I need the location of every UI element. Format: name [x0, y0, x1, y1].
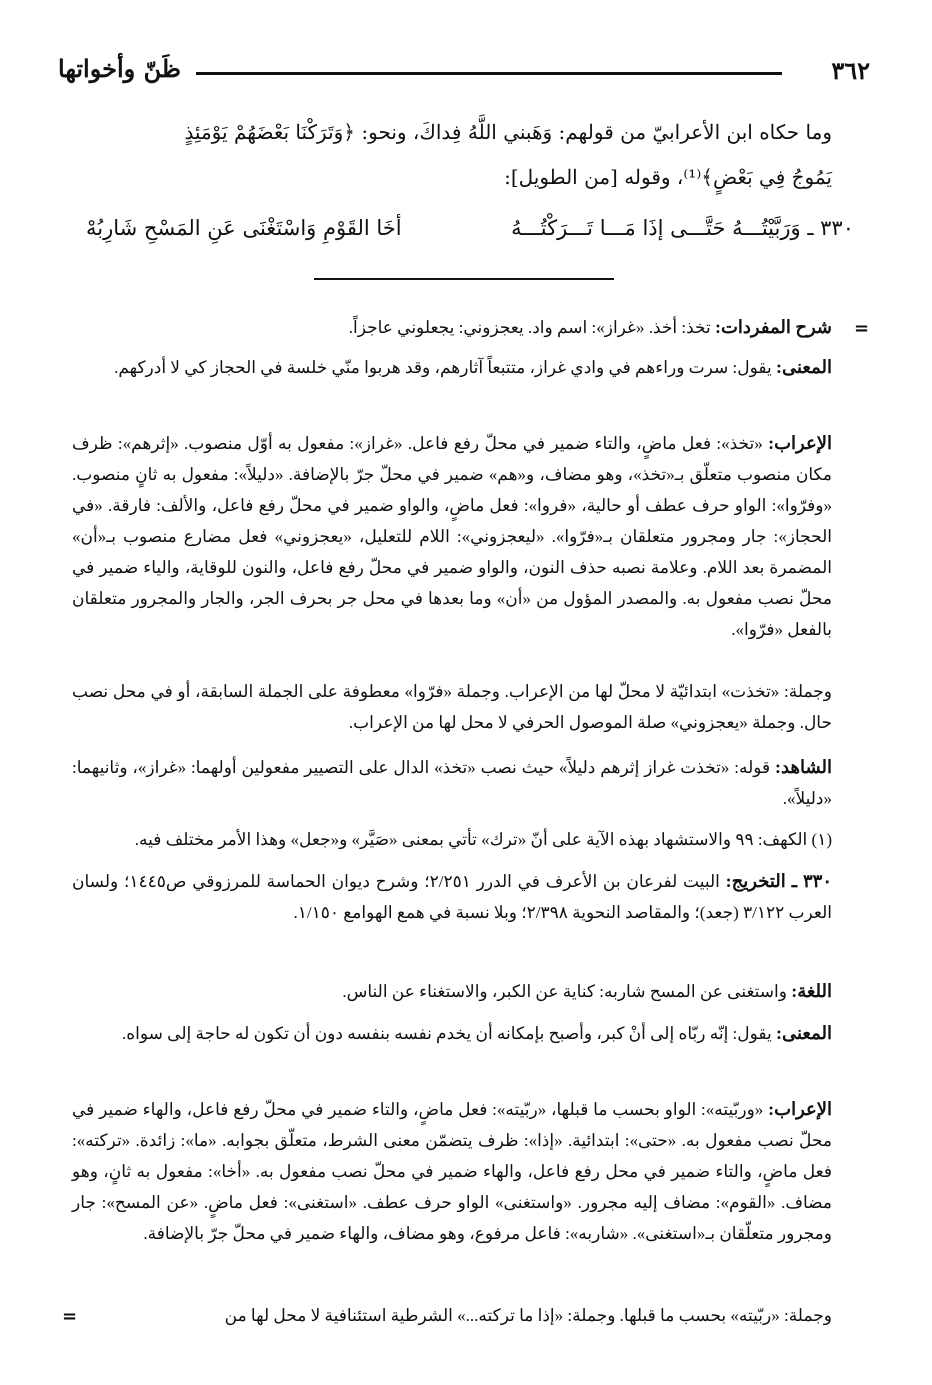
section-evidence	[72, 752, 832, 814]
section-label: اللغة:	[791, 981, 832, 1001]
page-number: ٣٦٢	[831, 56, 870, 85]
section-clauses-1	[72, 676, 832, 738]
intro-line-1: وما حكاه ابن الأعرابيّ من قولهم: وَهَبني اللَّهُ فِداكَ، ونحو: ﴿وَتَرَكْنَا بَعْضَهُمْ يَوْمَئِذٍ	[184, 120, 832, 144]
section-label: الإعراب:	[768, 433, 832, 453]
section-text: يقول: إنّه ربّاه إلى أنْ كبر، وأصبح بإمكانه أن يخدم نفسه بنفسه دون أن تكون له حاجة إلى سواه.	[122, 1024, 772, 1043]
section-text: تخذ: أخذ. «غراز»: اسم واد. يعجزوني: يجعلوني عاجزاً.	[348, 318, 711, 337]
section-label: ٣٣٠ ـ التخريج:	[725, 871, 833, 891]
section-label: الشاهد:	[775, 757, 832, 777]
section-sources	[72, 866, 832, 928]
section-label: المعنى:	[775, 1023, 832, 1043]
section-parsing-1	[72, 428, 832, 645]
section-clauses-2	[72, 1300, 832, 1331]
section-language	[72, 976, 832, 1007]
section-text: وجملة: «ربّيته» بحسب ما قبلها. وجملة: «إذا ما تركته...» الشرطية استئنافية لا محل لها من	[224, 1306, 832, 1325]
section-text: (١) الكهف: ٩٩ والاستشهاد بهذه الآية على أنّ «ترك» تأتي بمعنى «صَيَّر» و«جعل» وهذا الأمر مختلف فيه.	[134, 830, 832, 849]
running-header	[58, 52, 870, 92]
margin-mark-bottom: =	[62, 1306, 78, 1327]
section-text: «تخذ»: فعل ماضٍ، والتاء ضمير في محلّ رفع فاعل. «غراز»: مفعول به أوّل منصوب. «إثرهم»: ظرف مكان منصوب متعلّق بـ«تخذ»، وهو مضاف، و«هم» ضمير في محلّ جرّ بالإضافة. «دليلاً»: مفعول به ثانٍ منصوب. «وفرّوا»: الواو حرف عطف أو حالية، «فروا»: فعل ماضٍ، والواو ضمير في محلّ رفع فاعل، والألف: فارقة. «في الحجاز»: جار ومجرور متعلقان بـ«فرّوا». «ليعجزوني»: اللام للتعليل، «يعجزوني» فعل مضارع منصوب بـ«أن» المضمرة بعد اللام. وعلامة نصبه حذف النون، والواو ضمير في محلّ رفع فاعل، والنون للوقاية، والياء ضمير في محلّ نصب مفعول به. والمصدر المؤول من «أن» وما بعدها في محل جر بحرف الجر، والجار والمجرور متعلقان بالفعل «فرّوا».	[72, 434, 832, 639]
header-rule	[196, 72, 782, 75]
poetry-verse	[86, 216, 854, 260]
section-text: يقول: سرت وراءهم في وادي غراز، متتبعاً آثارهم، وقد هربوا منّي خلسة في الحجاز كي لا أدركهم.	[114, 358, 772, 377]
footnote-separator	[314, 278, 614, 280]
section-text: واستغنى عن المسح شاربه: كناية عن الكبر، والاستغناء عن الناس.	[342, 982, 787, 1001]
section-text: قوله: «تخذت غراز إثرهم دليلاً» حيث نصب «تخذ» الدال على التصيير مفعولين أولهما: «غراز»، وثانيهما: «دليلاً».	[72, 758, 832, 808]
section-label: شرح المفردات:	[714, 317, 832, 337]
section-text: «وربّيته»: الواو بحسب ما قبلها، «ربّيته»: فعل ماضٍ، والتاء ضمير في محلّ رفع فاعل، والهاء ضمير في محلّ نصب مفعول به. «حتى»: ابتدائية. «إذا»: ظرف يتضمّن معنى الشرط، متعلّق بجوابه. «ما»: زائدة. «تركته»: فعل ماضٍ، والتاء ضمير في محل رفع فاعل، والهاء ضمير في محلّ نصب مفعول به. «أخا»: مفعول به ثانٍ، وهو مضاف. «القوم»: مضاف إليه مجرور. «واستغنى» الواو حرف عطف. «استغنى»: فعل ماضٍ. «عن المسح»: جار ومجرور متعلّقان بـ«استغنى». «شاربه»: فاعل مرفوع، وهو مضاف، والهاء ضمير في محلّ جرّ بالإضافة.	[72, 1100, 832, 1243]
intro-line-2: يَمُوجُ فِي بَعْضٍ﴾⁽¹⁾، وقوله [من الطويل]:	[504, 165, 832, 189]
verse-first-hemistich: ٣٣٠ ـ وَرَبَّيْتُـــهُ حَتَّـــى إذَا مَـــا تَـــرَكْتُـــهُ	[511, 216, 854, 240]
margin-mark-top: =	[854, 318, 870, 339]
section-text: البيت لفرعان بن الأعرف في الدرر ٢/٢٥١؛ وشرح ديوان الحماسة للمرزوقي ص١٤٤٥؛ ولسان العرب ٣/١٢٢ (جعد)؛ والمقاصد النحوية ٢/٣٩٨؛ وبلا نسبة في همع الهوامع ١/١٥٠.	[72, 872, 832, 922]
section-meaning-1	[72, 352, 832, 383]
footnote-1	[72, 824, 832, 855]
section-label: المعنى:	[775, 357, 832, 377]
verse-second-hemistich: أخَا القَوْمِ وَاسْتَغْنَى عَنِ المَسْحِ شَارِبُهْ	[86, 216, 402, 240]
section-meaning-2	[72, 1018, 832, 1049]
section-parsing-2	[72, 1094, 832, 1249]
section-text: وجملة: «تخذت» ابتدائيّة لا محلّ لها من الإعراب. وجملة «فرّوا» معطوفة على الجملة السابقة، أو في محل نصب حال. وجملة «يعجزوني» صلة الموصول الحرفي لا محل لها من الإعراب.	[72, 682, 832, 732]
section-vocabulary	[72, 312, 832, 343]
intro-paragraph	[84, 110, 832, 200]
chapter-title: ظَنّ وأخواتها	[58, 54, 181, 83]
section-label: الإعراب:	[768, 1099, 833, 1119]
